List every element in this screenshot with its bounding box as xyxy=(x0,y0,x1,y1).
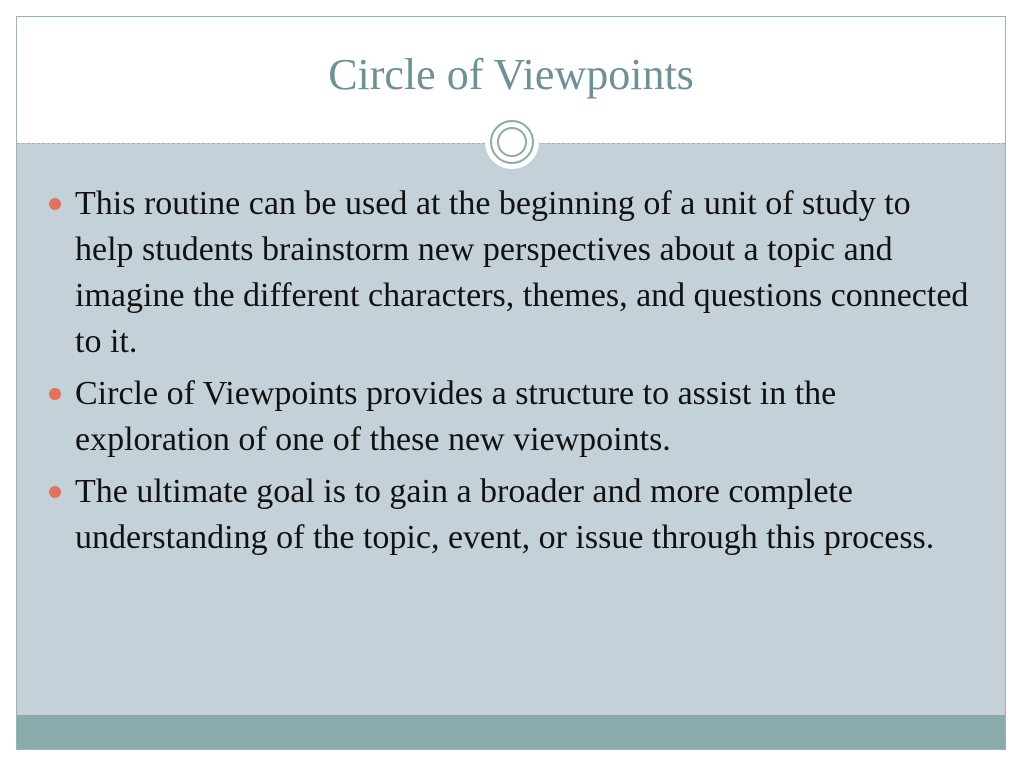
footer-band xyxy=(17,715,1005,749)
bullet-list xyxy=(47,181,977,567)
bullet-text: This routine can be used at the beginning of a unit of study to help students brainstorm new perspectives about a topic and imagine the different characters, themes, and questions connected to it. xyxy=(75,185,969,360)
bullet-item xyxy=(47,181,977,365)
circle-ornament-icon xyxy=(485,115,539,169)
slide-title: Circle of Viewpoints xyxy=(328,50,694,99)
bullet-item xyxy=(47,469,977,561)
ornament-inner-ring xyxy=(497,127,527,157)
bullet-dot-icon xyxy=(49,388,61,400)
bullet-item xyxy=(47,371,977,463)
ornament-outer-ring xyxy=(490,120,534,164)
bullet-dot-icon xyxy=(49,486,61,498)
bullet-text: Circle of Viewpoints provides a structure to assist in the exploration of one of these new viewpoints. xyxy=(75,375,837,458)
slide xyxy=(16,16,1006,750)
bullet-dot-icon xyxy=(49,198,61,210)
bullet-text: The ultimate goal is to gain a broader and more complete understanding of the topic, event, or issue through this process. xyxy=(75,473,935,556)
